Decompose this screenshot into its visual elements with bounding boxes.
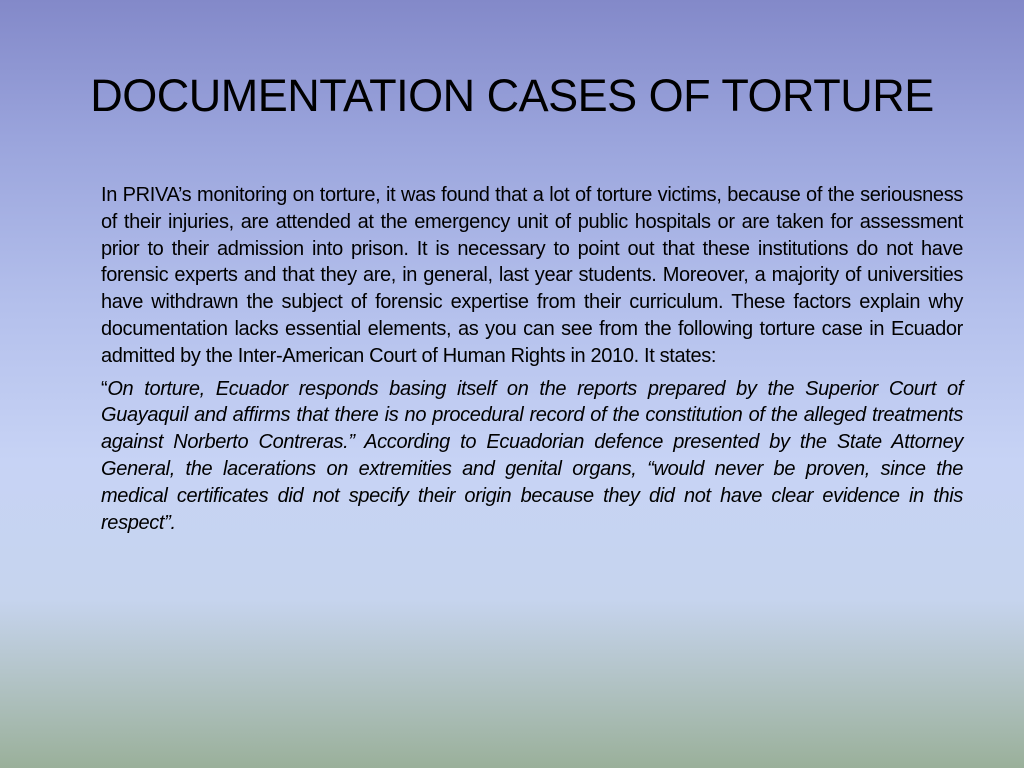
slide-title: DOCUMENTATION CASES OF TORTURE xyxy=(90,70,934,121)
slide-body xyxy=(101,182,963,536)
opening-quote-mark: “ xyxy=(101,377,108,400)
quote-text: On torture, Ecuador responds basing itself on the reports prepared by the Superior Court of Guayaquil and affirms that there is no procedural record of the constitution of the alleged treatments against Norberto Contreras.” According to Ecuadorian defence presented by the State Attorney General, the lacerations on extremities and genital organs, “would never be proven, since the medical certificates did not specify their origin because they did not have clear evidence in this respect”. xyxy=(101,377,963,534)
intro-paragraph: In PRIVA’s monitoring on torture, it was found that a lot of torture victims, because of the seriousness of their injuries, are attended at the emergency unit of public hospitals or are taken for assessment prior to their admission into prison. It is necessary to point out that these institutions do not have forensic experts and that they are, in general, last year students. Moreover, a majority of universities have withdrawn the subject of forensic expertise from their curriculum. These factors explain why documentation lacks essential elements, as you can see from the following torture case in Ecuador admitted by the Inter-American Court of Human Rights in 2010. It states: xyxy=(101,184,963,367)
quote-paragraph xyxy=(101,376,963,537)
